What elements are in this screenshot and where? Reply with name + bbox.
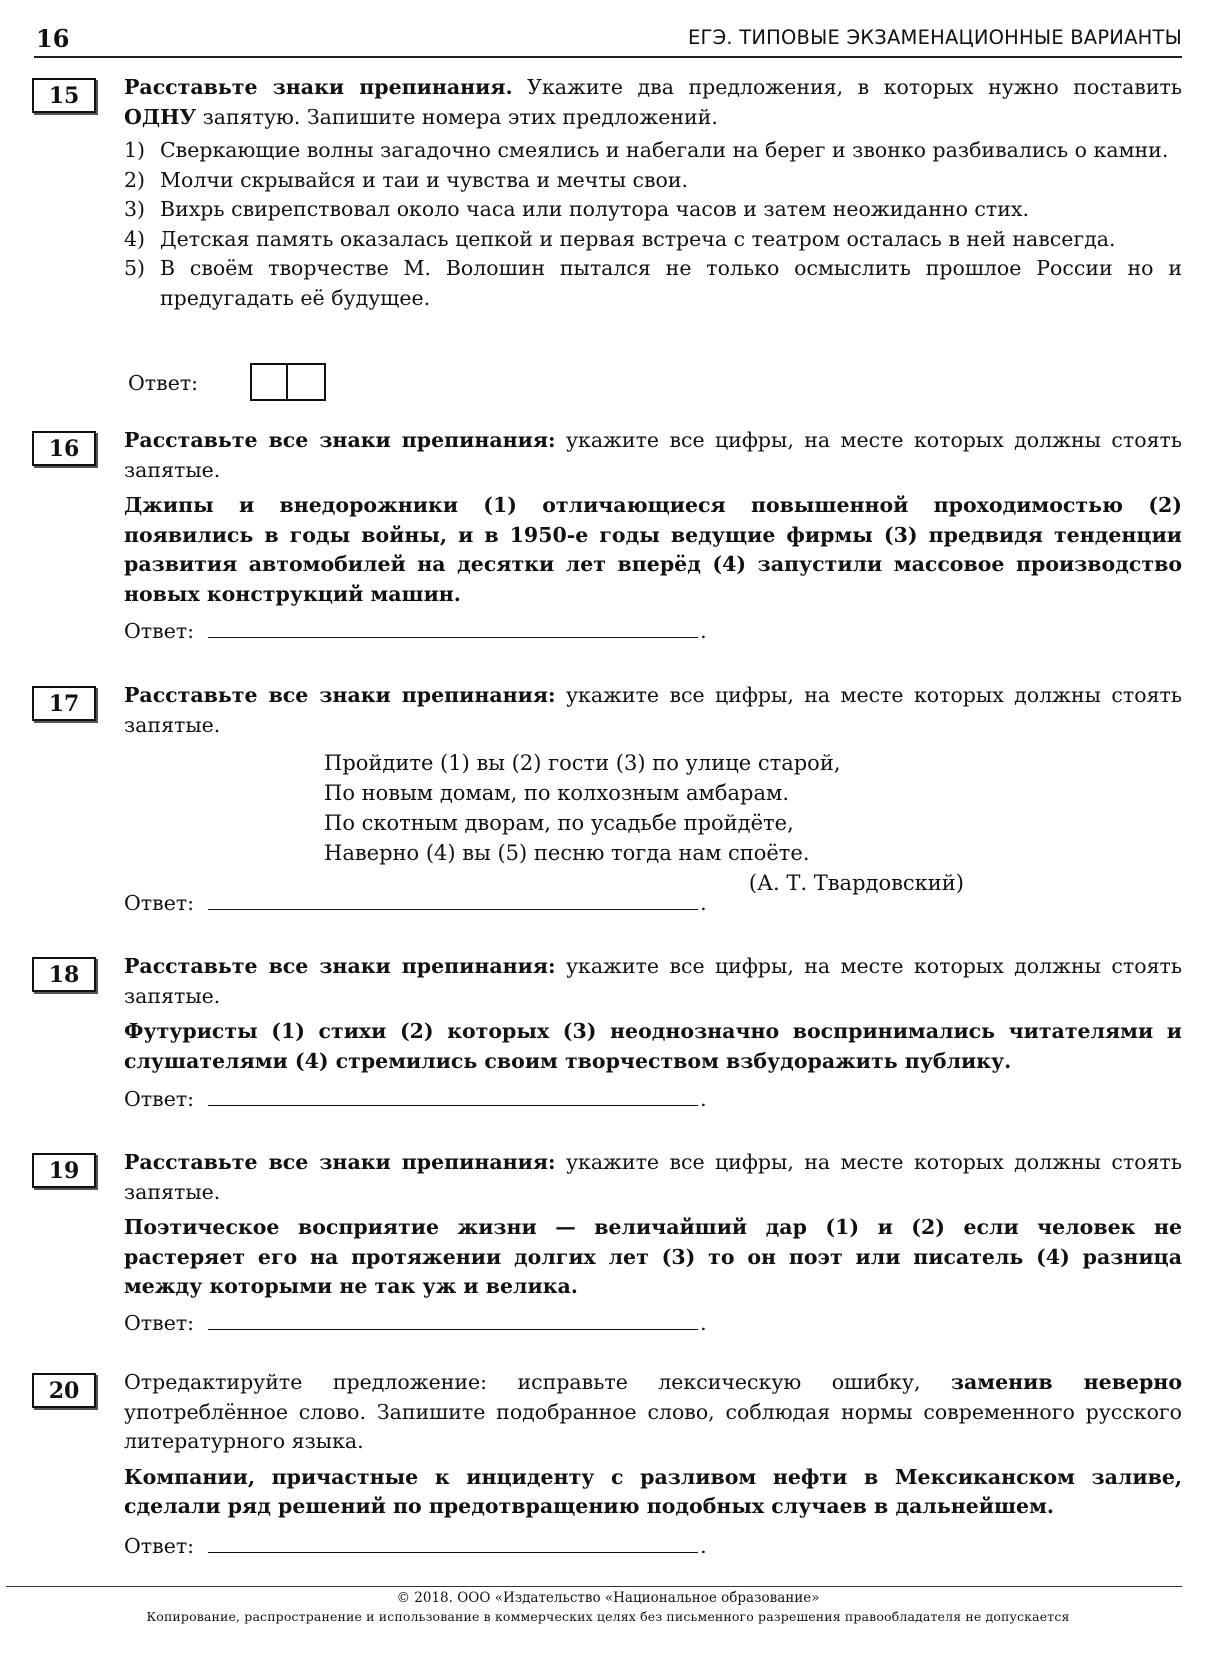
answer-label: Ответ: — [124, 1087, 195, 1111]
answer-blank[interactable] — [208, 1087, 698, 1106]
task-content — [124, 952, 1182, 1076]
answer-cell[interactable] — [288, 363, 326, 401]
option-item — [124, 195, 1182, 225]
task-content — [124, 426, 1182, 609]
option-item — [124, 254, 1182, 313]
instruction-lead: Расставьте все знаки препинания: — [124, 428, 556, 452]
option-item — [124, 166, 1182, 196]
answer-blank[interactable] — [208, 891, 698, 910]
task-number-box: 16 — [32, 431, 96, 466]
task-number-box: 18 — [32, 957, 96, 992]
answer-label: Ответ: — [128, 371, 199, 395]
task-sentence: Джипы и внедорожники (1) отличающиеся повышенной проходимостью (2) появились в годы войны, и в 1950-е годы ведущие фирмы (3) предвидя тенденции развития автомобилей на десятки лет вперёд (4) запустили массовое производство новых конструкций машин. — [124, 493, 1182, 606]
task-instruction — [124, 1148, 1182, 1207]
task-instruction — [124, 952, 1182, 1011]
instruction-text: укажите все цифры, на месте которых должны стоять запятые. — [124, 1150, 1182, 1204]
answer-label: Ответ: — [124, 1534, 195, 1558]
task-instruction — [124, 426, 1182, 485]
instruction-lead: Расставьте все знаки препинания: — [124, 1150, 556, 1174]
task-instruction — [124, 1368, 1182, 1457]
answer-row: Ответ: . — [124, 891, 707, 915]
task-content — [124, 1368, 1182, 1522]
task-content — [124, 681, 1182, 898]
option-item — [124, 136, 1182, 166]
answer-row: Ответ: . — [124, 1311, 707, 1335]
answer-row: Ответ: . — [124, 1534, 707, 1558]
answer-blank[interactable] — [208, 1534, 698, 1553]
footer-rule — [6, 1586, 1182, 1587]
instruction-text: укажите все цифры, на месте которых должны стоять запятые. — [124, 954, 1182, 1008]
poem-author: (А. Т. Твардовский) — [748, 871, 964, 895]
instruction-text: запятую. Запишите номера этих предложений. — [196, 104, 718, 129]
instruction-lead: Расставьте знаки препинания. — [124, 75, 513, 99]
task-sentence: Футуристы (1) стихи (2) которых (3) неоднозначно воспринимались читателями и слушателями (4) стремились своим творчеством взбудоражить публику. — [124, 1019, 1182, 1073]
task-sentence: Поэтическое восприятие жизни — величайший дар (1) и (2) если человек не растеряет его на протяжении долгих лет (3) то он поэт или писатель (4) разница между которыми не так уж и велика. — [124, 1215, 1182, 1298]
task-number-box: 20 — [32, 1373, 96, 1408]
instruction-lead: Расставьте все знаки препинания: — [124, 683, 556, 707]
answer-label: Ответ: — [124, 619, 195, 643]
task-number-box: 19 — [32, 1153, 96, 1188]
instruction-text: употреблённое слово. Запишите подобранное слово, соблюдая нормы современного русского литературного языка. — [124, 1399, 1182, 1453]
option-number: 5) — [124, 256, 146, 280]
task-content — [124, 1148, 1182, 1302]
running-title: ЕГЭ. ТИПОВЫЕ ЭКЗАМЕНАЦИОННЫЕ ВАРИАНТЫ — [688, 26, 1182, 49]
answer-boxes[interactable] — [250, 363, 326, 401]
footer-copyright: © 2018. ООО «Издательство «Национальное образование» — [396, 1590, 820, 1606]
instruction-text: Отредактируйте предложение: исправьте лексическую ошибку, — [124, 1370, 951, 1394]
task-number-box: 17 — [32, 686, 96, 721]
instruction-emphasis: заменив неверно — [950, 1370, 1182, 1394]
instruction-emphasis: ОДНУ — [124, 104, 197, 129]
poem-line: По новым домам, по колхозным амбарам. — [324, 781, 790, 805]
option-text: Вихрь свирепствовал около часа или полутора часов и затем неожиданно стих. — [160, 197, 1029, 221]
option-number: 2) — [124, 167, 146, 192]
instruction-text: укажите все цифры, на месте которых должны стоять запятые. — [124, 683, 1182, 737]
header-rule — [34, 56, 1182, 58]
answer-row: Ответ: . — [124, 619, 707, 643]
task-content — [124, 73, 1182, 313]
poem-line: Пройдите (1) вы (2) гости (3) по улице старой, — [324, 751, 841, 775]
answer-blank[interactable] — [208, 1311, 698, 1330]
page-number: 16 — [36, 24, 70, 53]
answer-label: Ответ: — [124, 1311, 195, 1335]
task-number-box: 15 — [32, 78, 96, 113]
option-text: Молчи скрывайся и таи и чувства и мечты свои. — [160, 167, 689, 192]
instruction-text: Укажите два предложения, в которых нужно поставить — [512, 75, 1182, 99]
task-instruction — [124, 73, 1182, 132]
answer-blank[interactable] — [208, 619, 698, 638]
option-number: 3) — [124, 197, 146, 221]
option-text: В своём творчестве М. Волошин пытался не только осмыслить прошлое России но и предугадать её будущее. — [160, 256, 1182, 310]
options-list — [124, 136, 1182, 313]
option-item — [124, 225, 1182, 255]
answer-cell[interactable] — [250, 363, 288, 401]
option-text: Сверкающие волны загадочно смеялись и набегали на берег и звонко разбивались о камни. — [160, 138, 1169, 162]
poem-line: Наверно (4) вы (5) песню тогда нам споёте. — [324, 841, 810, 865]
option-text: Детская память оказалась цепкой и первая встреча с театром осталась в ней навсегда. — [160, 226, 1116, 251]
answer-row: Ответ: . — [124, 1087, 707, 1111]
task-sentence: Компании, причастные к инциденту с разливом нефти в Мексиканском заливе, сделали ряд решений по предотвращению подобных случаев в дальнейшем. — [124, 1464, 1182, 1518]
poem — [324, 748, 1182, 898]
footer-notice: Копирование, распространение и использование в коммерческих целях без письменного разрешения правообладателя не допускается — [146, 1609, 1070, 1624]
option-number: 1) — [124, 138, 146, 162]
option-number: 4) — [124, 226, 146, 251]
task-instruction — [124, 681, 1182, 740]
poem-line: По скотным дворам, по усадьбе пройдёте, — [324, 811, 794, 835]
answer-label-row — [128, 371, 198, 395]
instruction-lead: Расставьте все знаки препинания: — [124, 954, 556, 978]
answer-label: Ответ: — [124, 891, 195, 915]
instruction-text: укажите все цифры, на месте которых должны стоять запятые. — [124, 428, 1182, 482]
